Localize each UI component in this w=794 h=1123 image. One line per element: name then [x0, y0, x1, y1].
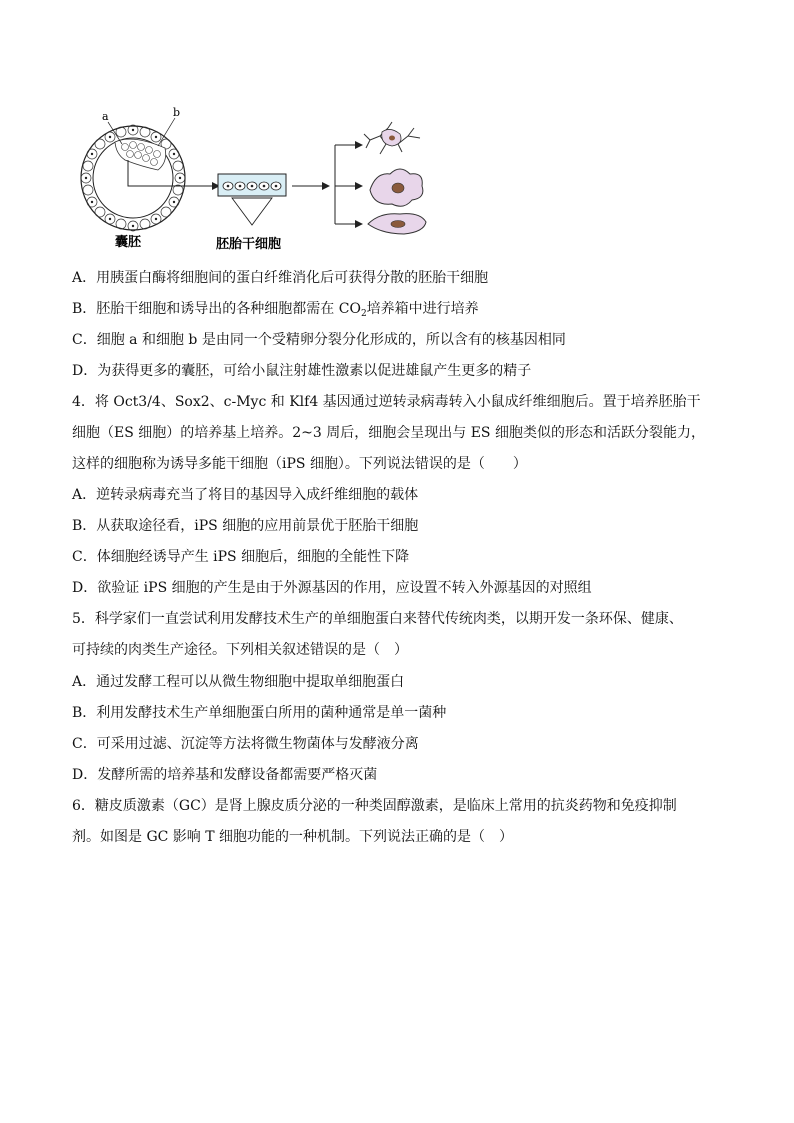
q6-stem-line-2: 剂。如图是 GC 影响 T 细胞功能的一种机制。下列说法正确的是（ ） [72, 829, 514, 845]
q4-option-b: B．从获取途径看，iPS 细胞的应用前景优于胚胎干细胞 [72, 518, 419, 534]
q4-stem-line-2: 细胞（ES 细胞）的培养基上培养。2~3 周后，细胞会呈现出与 ES 细胞类似的形态和活跃分裂能力， [72, 425, 705, 441]
label-a: a [102, 110, 109, 123]
q3-option-b [72, 299, 479, 324]
q5-option-c: C．可采用过滤、沉淀等方法将微生物菌体与发酵液分离 [72, 736, 419, 752]
label-b: b [173, 106, 181, 119]
q4-option-a: A．逆转录病毒充当了将目的基因导入成纤维细胞的载体 [72, 487, 419, 503]
q3-option-c: C．细胞 a 和细胞 b 是由同一个受精卵分裂分化形成的，所以含有的核基因相同 [72, 332, 566, 348]
q3-option-d: D．为获得更多的囊胚，可给小鼠注射雄性激素以促进雄鼠产生更多的精子 [72, 363, 532, 379]
culture-dish-illustration [218, 141, 363, 228]
q4-option-c: C．体细胞经诱导产生 iPS 细胞后，细胞的全能性下降 [72, 549, 410, 565]
q3-option-b-text: B．胚胎干细胞和诱导出的各种细胞都需在 CO [72, 301, 361, 317]
elongated-cell-illustration [368, 214, 426, 234]
blastocyst-illustration [81, 118, 220, 231]
q4-stem-line-3: 这样的细胞称为诱导多能干细胞（iPS 细胞）。下列说法错误的是（ ） [72, 456, 527, 472]
q4-option-d: D．欲验证 iPS 细胞的产生是由于外源基因的作用，应设置不转入外源基因的对照组 [72, 580, 592, 596]
neuron-cell-illustration [364, 122, 420, 154]
q5-option-d: D．发酵所需的培养基和发酵设备都需要严格灭菌 [72, 767, 378, 783]
spread-cell-illustration [370, 169, 423, 206]
label-blastocyst: 囊胚 [115, 235, 142, 250]
co2-subscript: 2 [360, 309, 367, 319]
q3-option-a: A．用胰蛋白酶将细胞间的蛋白纤维消化后可获得分散的胚胎干细胞 [72, 270, 489, 286]
q5-option-b: B．利用发酵技术生产单细胞蛋白所用的菌种通常是单一菌种 [72, 705, 447, 721]
q6-stem-line-1: 6．糖皮质激素（GC）是肾上腺皮质分泌的一种类固醇激素，是临床上常用的抗炎药物和免疫抑制 [72, 798, 677, 814]
q3-option-b-text-end: 培养箱中进行培养 [366, 301, 479, 317]
q5-stem-line-1: 5．科学家们一直尝试利用发酵技术生产的单细胞蛋白来替代传统肉类，以期开发一条环保、健康、 [72, 611, 683, 627]
q4-stem-line-1: 4．将 Oct3/4、Sox2、c-Myc 和 Klf4 基因通过逆转录病毒转入小鼠成纤维细胞后。置于培养胚胎干 [72, 394, 701, 410]
embryonic-stem-cell-diagram [70, 100, 440, 255]
label-embryonic-stem-cell: 胚胎干细胞 [216, 237, 282, 252]
q5-option-a: A．通过发酵工程可以从微生物细胞中提取单细胞蛋白 [72, 674, 405, 690]
q5-stem-line-2: 可持续的肉类生产途径。下列相关叙述错误的是（ ） [72, 642, 408, 658]
